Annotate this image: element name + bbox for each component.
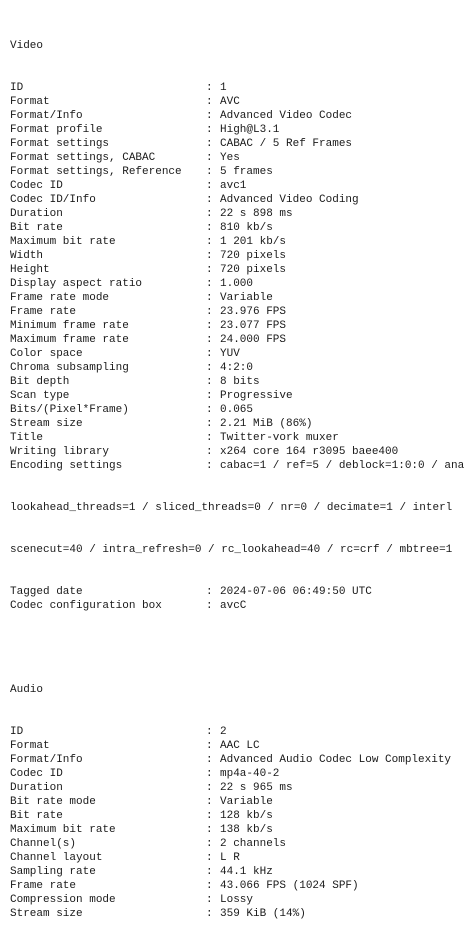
property-separator: :: [206, 124, 213, 136]
property-value: 23.077 FPS: [220, 320, 287, 332]
property-label: Writing library: [10, 446, 110, 458]
property-label: Chroma subsampling: [10, 362, 129, 374]
property-value: 128 kb/s: [220, 810, 273, 822]
property-label: Frame rate: [10, 880, 77, 892]
property-value: Advanced Audio Codec Low Complexity: [220, 754, 452, 766]
property-separator: :: [206, 306, 213, 318]
property-separator: :: [206, 866, 213, 878]
property-label: ID: [10, 82, 24, 94]
property-row: [10, 291, 476, 305]
property-value: 1: [220, 82, 227, 94]
property-label: Stream size: [10, 418, 83, 430]
property-label: Frame rate mode: [10, 292, 110, 304]
property-label: Minimum frame rate: [10, 320, 129, 332]
property-separator: :: [206, 782, 213, 794]
property-separator: :: [206, 390, 213, 402]
video-properties: [10, 81, 476, 473]
property-value: avc1: [220, 180, 247, 192]
property-row: [10, 893, 476, 907]
property-label: Duration: [10, 208, 63, 220]
audio-section-title: Audio: [10, 684, 44, 696]
property-value: CABAC / 5 Ref Frames: [220, 138, 353, 150]
property-separator: :: [206, 740, 213, 752]
property-separator: :: [206, 278, 213, 290]
property-value: 2.21 MiB (86%): [220, 418, 313, 430]
property-row: [10, 151, 476, 165]
property-separator: :: [206, 236, 213, 248]
property-separator: :: [206, 152, 213, 164]
property-separator: :: [206, 194, 213, 206]
property-separator: :: [206, 250, 213, 262]
property-row: [10, 123, 476, 137]
property-value: L R: [220, 852, 240, 864]
property-separator: :: [206, 208, 213, 220]
property-label: Display aspect ratio: [10, 278, 143, 290]
property-value: Advanced Video Codec: [220, 110, 353, 122]
property-label: Channel(s): [10, 838, 77, 850]
property-separator: :: [206, 166, 213, 178]
property-label: Bit depth: [10, 376, 70, 388]
property-row: [10, 277, 476, 291]
property-label: Format profile: [10, 124, 103, 136]
property-label: Sampling rate: [10, 866, 96, 878]
property-row: [10, 851, 476, 865]
property-value: cabac=1 / ref=5 / deblock=1:0:0 / ana: [220, 460, 465, 472]
property-row: [10, 389, 476, 403]
property-value: 1 201 kb/s: [220, 236, 287, 248]
property-value: Lossy: [220, 894, 254, 906]
property-value: YUV: [220, 348, 240, 360]
property-row: [10, 81, 476, 95]
property-value: 23.976 FPS: [220, 306, 287, 318]
property-separator: :: [206, 404, 213, 416]
property-label: Frame rate: [10, 306, 77, 318]
property-label: Tagged date: [10, 586, 83, 598]
property-row: [10, 221, 476, 235]
property-value: 0.065: [220, 404, 254, 416]
property-separator: :: [206, 726, 213, 738]
property-label: Title: [10, 432, 44, 444]
property-row: [10, 823, 476, 837]
property-separator: :: [206, 810, 213, 822]
property-separator: :: [206, 908, 213, 920]
property-row: [10, 403, 476, 417]
property-value: mp4a-40-2: [220, 768, 280, 780]
property-label: Width: [10, 250, 44, 262]
property-separator: :: [206, 110, 213, 122]
property-value: 4:2:0: [220, 362, 254, 374]
property-row: [10, 781, 476, 795]
property-label: Stream size: [10, 908, 83, 920]
property-row: [10, 179, 476, 193]
property-label: Format/Info: [10, 754, 83, 766]
property-separator: :: [206, 138, 213, 150]
property-label: Maximum frame rate: [10, 334, 129, 346]
property-label: Maximum bit rate: [10, 236, 116, 248]
property-value: Variable: [220, 292, 273, 304]
property-separator: :: [206, 600, 213, 612]
property-separator: :: [206, 460, 213, 472]
property-row: [10, 879, 476, 893]
property-row: [10, 417, 476, 431]
property-row: [10, 795, 476, 809]
property-separator: :: [206, 348, 213, 360]
property-row: [10, 207, 476, 221]
property-separator: :: [206, 320, 213, 332]
property-value: Yes: [220, 152, 240, 164]
property-label: Format settings, Reference: [10, 166, 182, 178]
property-value: avcC: [220, 600, 247, 612]
property-value: 43.066 FPS (1024 SPF): [220, 880, 359, 892]
property-separator: :: [206, 418, 213, 430]
property-value: 24.000 FPS: [220, 334, 287, 346]
property-separator: :: [206, 222, 213, 234]
encoding-settings-continuation-1: lookahead_threads=1 / sliced_threads=0 / nr=0 / decimate=1 / interl: [10, 502, 453, 514]
property-label: Format settings: [10, 138, 110, 150]
property-separator: :: [206, 292, 213, 304]
property-separator: :: [206, 880, 213, 892]
property-row: [10, 249, 476, 263]
property-row: [10, 193, 476, 207]
property-separator: :: [206, 754, 213, 766]
audio-properties: [10, 725, 476, 921]
property-label: Height: [10, 264, 50, 276]
property-row: [10, 109, 476, 123]
property-value: 22 s 965 ms: [220, 782, 293, 794]
property-row: [10, 95, 476, 109]
property-row: [10, 165, 476, 179]
property-separator: :: [206, 96, 213, 108]
property-row: [10, 599, 476, 613]
property-row: [10, 361, 476, 375]
property-row: [10, 739, 476, 753]
property-value: 5 frames: [220, 166, 273, 178]
property-value: Twitter-vork muxer: [220, 432, 339, 444]
property-separator: :: [206, 264, 213, 276]
property-label: Codec ID/Info: [10, 194, 96, 206]
property-label: Bit rate: [10, 810, 63, 822]
property-value: Variable: [220, 796, 273, 808]
property-row: [10, 837, 476, 851]
property-separator: :: [206, 894, 213, 906]
property-row: [10, 305, 476, 319]
property-separator: :: [206, 334, 213, 346]
property-value: 2 channels: [220, 838, 287, 850]
property-label: Bits/(Pixel*Frame): [10, 404, 129, 416]
video-section-title: Video: [10, 40, 44, 52]
property-label: Bit rate mode: [10, 796, 96, 808]
property-label: Bit rate: [10, 222, 63, 234]
property-value: x264 core 164 r3095 baee400: [220, 446, 399, 458]
property-value: AAC LC: [220, 740, 260, 752]
property-label: Format settings, CABAC: [10, 152, 156, 164]
property-value: 138 kb/s: [220, 824, 273, 836]
property-separator: :: [206, 376, 213, 388]
encoding-settings-continuation-2: scenecut=40 / intra_refresh=0 / rc_lookahead=40 / rc=crf / mbtree=1: [10, 544, 453, 556]
property-row: [10, 347, 476, 361]
property-row: [10, 459, 476, 473]
property-separator: :: [206, 432, 213, 444]
property-row: [10, 753, 476, 767]
property-label: Format: [10, 740, 50, 752]
property-separator: :: [206, 824, 213, 836]
property-row: [10, 431, 476, 445]
property-label: Encoding settings: [10, 460, 123, 472]
property-value: 810 kb/s: [220, 222, 273, 234]
property-separator: :: [206, 446, 213, 458]
property-separator: :: [206, 82, 213, 94]
property-label: Duration: [10, 782, 63, 794]
property-label: Scan type: [10, 390, 70, 402]
property-row: [10, 333, 476, 347]
property-separator: :: [206, 586, 213, 598]
property-row: [10, 585, 476, 599]
property-value: 44.1 kHz: [220, 866, 273, 878]
property-separator: :: [206, 852, 213, 864]
property-row: [10, 725, 476, 739]
property-value: Progressive: [220, 390, 293, 402]
media-info-report: [10, 11, 476, 935]
property-value: 22 s 898 ms: [220, 208, 293, 220]
property-label: Codec ID: [10, 768, 63, 780]
property-separator: :: [206, 768, 213, 780]
property-value: 359 KiB (14%): [220, 908, 306, 920]
property-label: Codec configuration box: [10, 600, 162, 612]
property-row: [10, 445, 476, 459]
property-value: 2024-07-06 06:49:50 UTC: [220, 586, 372, 598]
property-value: 720 pixels: [220, 264, 287, 276]
property-separator: :: [206, 796, 213, 808]
video-properties-tail: [10, 585, 476, 613]
property-row: [10, 263, 476, 277]
property-separator: :: [206, 838, 213, 850]
property-label: Maximum bit rate: [10, 824, 116, 836]
property-value: AVC: [220, 96, 240, 108]
property-row: [10, 865, 476, 879]
property-label: ID: [10, 726, 24, 738]
property-row: [10, 137, 476, 151]
property-row: [10, 809, 476, 823]
property-value: 8 bits: [220, 376, 260, 388]
section-spacer: [10, 641, 476, 655]
property-value: 2: [220, 726, 227, 738]
property-label: Compression mode: [10, 894, 116, 906]
property-label: Format/Info: [10, 110, 83, 122]
property-label: Channel layout: [10, 852, 103, 864]
property-separator: :: [206, 180, 213, 192]
property-row: [10, 319, 476, 333]
property-label: Color space: [10, 348, 83, 360]
property-value: Advanced Video Coding: [220, 194, 359, 206]
property-label: Codec ID: [10, 180, 63, 192]
property-row: [10, 767, 476, 781]
property-value: 1.000: [220, 278, 254, 290]
property-value: 720 pixels: [220, 250, 287, 262]
property-value: High@L3.1: [220, 124, 280, 136]
property-row: [10, 235, 476, 249]
property-label: Format: [10, 96, 50, 108]
property-row: [10, 375, 476, 389]
property-separator: :: [206, 362, 213, 374]
property-row: [10, 907, 476, 921]
